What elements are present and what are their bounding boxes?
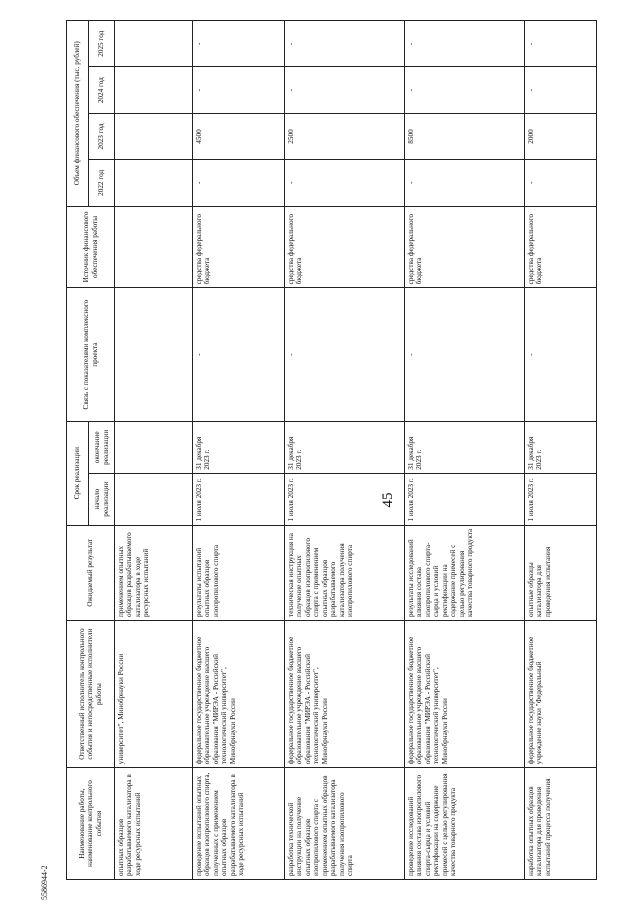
cell-link: -: [285, 288, 405, 422]
cell-source: [115, 206, 193, 288]
header-term: Срок реализации: [67, 421, 89, 525]
header-term-end: окончание реализации: [89, 421, 115, 473]
header-executor: Ответственный исполнитель контрольного события и непосредственные исполнители работы: [67, 620, 115, 767]
cell-result: опытные образцы катализатора для проведения испытания: [525, 525, 597, 620]
cell-name: опытных образцов разрабатываемого катализатора в ходе ресурсных испытаний: [115, 768, 193, 880]
cell-link: -: [405, 288, 525, 422]
cell-2024: -: [525, 67, 597, 113]
header-2024: 2024 год: [89, 67, 115, 113]
cell-executor: федеральное государственное бюджетное образовательное учреждение высшего образования "МИРЭА - Российский технологический университет", Минобрнауки России: [405, 620, 525, 767]
plan-table: [66, 20, 597, 880]
cell-2022: -: [193, 160, 285, 206]
table-row: [405, 21, 525, 880]
cell-link: -: [193, 288, 285, 422]
cell-end: 31 декабря 2023 г.: [285, 421, 405, 473]
header-name: Наименование работы, наименование контрольного события: [67, 768, 115, 880]
cell-link: -: [525, 288, 597, 422]
cell-2024: [115, 67, 193, 113]
header-term-start: начало реализации: [89, 473, 115, 525]
cell-2025: -: [285, 21, 405, 67]
table-row: [285, 21, 405, 880]
cell-2024: -: [405, 67, 525, 113]
cell-end: 31 декабря 2023 г.: [193, 421, 285, 473]
table-row: [525, 21, 597, 880]
cell-source: средства федерального бюджета: [405, 206, 525, 288]
cell-2022: -: [405, 160, 525, 206]
cell-2023: 2500: [285, 113, 405, 159]
cell-2025: -: [405, 21, 525, 67]
cell-source: средства федерального бюджета: [193, 206, 285, 288]
cell-result: результаты исследований влияния состава изопропилового спирта-сырца и условий ректификации на содержание примесей с целью регулирования качества товарного продукта: [405, 525, 525, 620]
cell-start: 1 июля 2023 г.: [285, 473, 405, 525]
cell-start: 1 июля 2023 г.: [525, 473, 597, 525]
cell-2023: 4500: [193, 113, 285, 159]
cell-end: 31 декабря 2023 г.: [525, 421, 597, 473]
cell-end: [115, 421, 193, 473]
header-2023: 2023 год: [89, 113, 115, 159]
cell-2023: 8500: [405, 113, 525, 159]
cell-name: разработка технической инструкции на получение опытных образцов изопропилового спирта с применением опытных образцов разрабатываемого катализатора получения изопропилового спирта: [285, 768, 405, 880]
document-id: 5586944-2: [40, 865, 49, 900]
cell-start: [115, 473, 193, 525]
cell-result: применением опытных образцов разрабатываемого катализатора в ходе ресурсных испытаний: [115, 525, 193, 620]
header-finance: Объем финансового обеспечения (тыс. рублей): [67, 21, 89, 207]
cell-2022: -: [285, 160, 405, 206]
cell-result: техническая инструкция на получение опытных образцов изопропилового спирта с применением опытных образцов разрабатываемого катализатора получения изопропилового спирта: [285, 525, 405, 620]
table-row: [193, 21, 285, 880]
header-link: Связь с показателями комплексного проекта: [67, 288, 115, 422]
cell-2023: [115, 113, 193, 159]
cell-2024: -: [193, 67, 285, 113]
cell-source: средства федерального бюджета: [525, 206, 597, 288]
cell-result: результаты испытаний опытных образцов изопропилового спирта: [193, 525, 285, 620]
cell-2022: [115, 160, 193, 206]
cell-2025: -: [525, 21, 597, 67]
cell-end: 31 декабря 2023 г.: [405, 421, 525, 473]
cell-2024: -: [285, 67, 405, 113]
header-2025: 2025 год: [89, 21, 115, 67]
table-row: [115, 21, 193, 880]
cell-executor: федеральное государственное бюджетное учреждение науки "Федеральный: [525, 620, 597, 767]
page-number: 45: [379, 492, 396, 508]
header-2022: 2022 год: [89, 160, 115, 206]
cell-executor: федеральное государственное бюджетное образовательное учреждение высшего образования "МИРЭА - Российский технологический университет", Минобрнауки России: [285, 620, 405, 767]
header-result: Ожидаемый результат: [67, 525, 115, 620]
cell-2025: -: [193, 21, 285, 67]
cell-2022: -: [525, 160, 597, 206]
cell-start: 1 июля 2023 г.: [193, 473, 285, 525]
cell-2025: [115, 21, 193, 67]
cell-name: наработка опытных образцов катализатора для проведения испытаний процесса получения: [525, 768, 597, 880]
cell-name: проведение испытаний опытных образцов изопропилового спирта, полученных с применением опытных образцов разрабатываемого катализатора в ходе ресурсных испытаний: [193, 768, 285, 880]
cell-source: средства федерального бюджета: [285, 206, 405, 288]
cell-executor: университет", Минобрнауки России: [115, 620, 193, 767]
cell-link: [115, 288, 193, 422]
cell-name: проведение исследований влияния состава изопропилового спирта-сырца и условий ректификации на содержание примесей с целью регулирования качества товарного продукта: [405, 768, 525, 880]
cell-start: 1 июля 2023 г.: [405, 473, 525, 525]
header-source: Источник финансового обеспечения работы: [67, 206, 115, 288]
cell-2023: 2000: [525, 113, 597, 159]
cell-executor: федеральное государственное бюджетное образовательное учреждение высшего образования "МИРЭА - Российский технологический университет", Минобрнауки России: [193, 620, 285, 767]
